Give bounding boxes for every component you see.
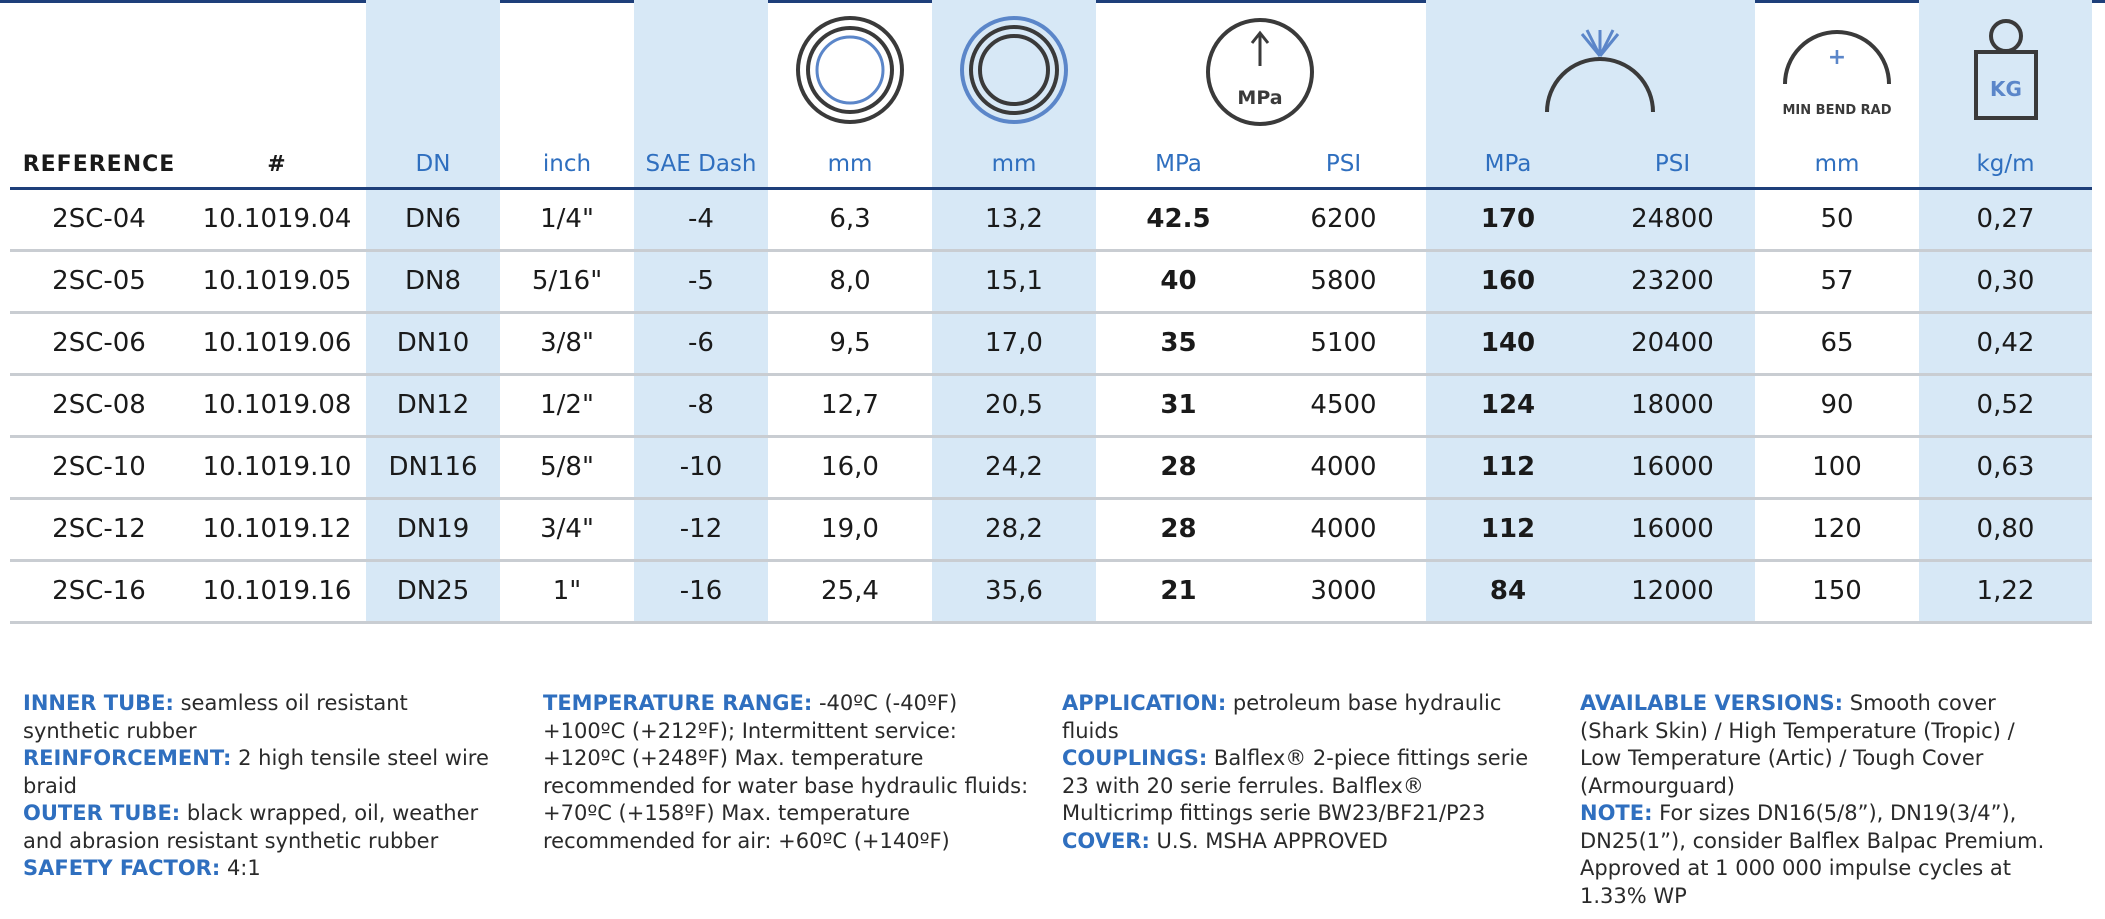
cell-sae-dash: -8 bbox=[634, 376, 768, 435]
cell-weight: 0,42 bbox=[1919, 314, 2092, 373]
cell-outer-diameter: 15,1 bbox=[932, 252, 1096, 311]
cell-wp-psi: 4000 bbox=[1310, 514, 1377, 544]
cell-inch: 1" bbox=[552, 576, 582, 606]
note-sizes: NOTE: For sizes DN16(5/8”), DN19(3/4”), DN25(1”), consider Balflex Balpac Premium. Approved at 1 000 000 impulse cycles at 1.33% WP bbox=[1580, 801, 2045, 908]
cell-inch: 1/4" bbox=[540, 204, 594, 234]
outer-diameter-icon bbox=[932, 8, 1096, 132]
min-bend-rad-text: MIN BEND RAD bbox=[1782, 103, 1892, 118]
header-number-label: # bbox=[267, 152, 287, 177]
cell-dn: DN6 bbox=[366, 190, 500, 249]
cell-wp-psi: 4500 bbox=[1310, 390, 1377, 420]
cell-weight: 0,80 bbox=[1919, 500, 2092, 559]
cell-wp-mpa: 42.5 bbox=[1146, 204, 1211, 234]
cell-inch: 3/4" bbox=[540, 514, 594, 544]
cell-sae-dash: -4 bbox=[634, 190, 768, 249]
cell-outer-diameter: 17,0 bbox=[932, 314, 1096, 373]
cell-reference: 2SC-08 bbox=[52, 390, 146, 420]
cell-inner-diameter: 16,0 bbox=[821, 452, 879, 482]
cell-reference: 2SC-06 bbox=[52, 328, 146, 358]
cell-outer-diameter: 35,6 bbox=[932, 562, 1096, 621]
cell-number: 10.1019.06 bbox=[202, 328, 352, 358]
bend-plus-text: + bbox=[1827, 45, 1847, 70]
cell-sae-dash: -6 bbox=[634, 314, 768, 373]
header-bp-psi-label: PSI bbox=[1654, 151, 1691, 177]
cell-inch: 5/16" bbox=[531, 266, 603, 296]
cell-bp-mpa: 84 bbox=[1426, 562, 1590, 621]
cell-number: 10.1019.16 bbox=[202, 576, 352, 606]
cell-wp-mpa: 35 bbox=[1160, 328, 1197, 358]
cell-wp-mpa: 28 bbox=[1160, 514, 1197, 544]
notes-col-3 bbox=[1062, 690, 1532, 855]
cell-outer-diameter: 24,2 bbox=[932, 438, 1096, 497]
cell-bend-radius: 50 bbox=[1820, 204, 1854, 234]
note-inner-tube: INNER TUBE: seamless oil resistant synthetic rubber bbox=[23, 691, 408, 743]
cell-bp-psi: 24800 bbox=[1590, 190, 1755, 249]
cell-inner-diameter: 25,4 bbox=[821, 576, 879, 606]
cell-bp-mpa: 170 bbox=[1426, 190, 1590, 249]
cell-inch: 5/8" bbox=[540, 452, 594, 482]
header-od-mm-label: mm bbox=[991, 151, 1037, 177]
cell-bp-mpa: 112 bbox=[1426, 500, 1590, 559]
cell-reference: 2SC-04 bbox=[52, 204, 146, 234]
cell-bend-radius: 150 bbox=[1812, 576, 1862, 606]
cell-wp-psi: 6200 bbox=[1310, 204, 1377, 234]
cell-wp-mpa: 28 bbox=[1160, 452, 1197, 482]
table-row bbox=[10, 500, 2092, 562]
cell-inch: 1/2" bbox=[540, 390, 594, 420]
table-row bbox=[10, 252, 2092, 314]
note-temperature-range: TEMPERATURE RANGE: -40ºC (-40ºF) +100ºC (+212ºF); Intermittent service: +120ºC (+248ºF) Max. temperature recommended for water base hydraulic fluids: +70ºC (+158ºF) Max. temperature recommended for air: +60ºC (+140ºF) bbox=[543, 691, 1029, 853]
header-inch bbox=[500, 0, 634, 189]
cell-bend-radius: 57 bbox=[1820, 266, 1854, 296]
note-cover: COVER: U.S. MSHA APPROVED bbox=[1062, 828, 1388, 853]
cell-number: 10.1019.05 bbox=[202, 266, 352, 296]
cell-sae-dash: -10 bbox=[634, 438, 768, 497]
cell-wp-psi: 3000 bbox=[1310, 576, 1377, 606]
cell-dn: DN25 bbox=[366, 562, 500, 621]
kg-text: KG bbox=[1989, 77, 2022, 101]
weight-icon bbox=[1919, 16, 2092, 130]
cell-weight: 0,27 bbox=[1919, 190, 2092, 249]
header-weight bbox=[1919, 0, 2092, 189]
cell-inner-diameter: 19,0 bbox=[821, 514, 879, 544]
cell-bp-mpa: 112 bbox=[1426, 438, 1590, 497]
header-bend-mm-label: mm bbox=[1814, 151, 1860, 177]
header-wp-mpa-label: MPa bbox=[1155, 151, 1202, 177]
header-inch-label: inch bbox=[542, 151, 592, 177]
header-sae-dash-label: SAE Dash bbox=[645, 151, 757, 177]
cell-wp-mpa: 40 bbox=[1160, 266, 1197, 296]
notes-col-4 bbox=[1580, 690, 2060, 910]
cell-outer-diameter: 20,5 bbox=[932, 376, 1096, 435]
cell-reference: 2SC-16 bbox=[52, 576, 146, 606]
header-dn-label: DN bbox=[415, 151, 451, 177]
cell-inner-diameter: 6,3 bbox=[829, 204, 871, 234]
cell-number: 10.1019.04 bbox=[202, 204, 352, 234]
cell-inner-diameter: 12,7 bbox=[821, 390, 879, 420]
cell-sae-dash: -16 bbox=[634, 562, 768, 621]
cell-inch: 3/8" bbox=[540, 328, 594, 358]
cell-wp-mpa: 31 bbox=[1160, 390, 1197, 420]
cell-weight: 1,22 bbox=[1919, 562, 2092, 621]
cell-weight: 0,63 bbox=[1919, 438, 2092, 497]
cell-dn: DN10 bbox=[366, 314, 500, 373]
cell-weight: 0,52 bbox=[1919, 376, 2092, 435]
cell-bp-psi: 16000 bbox=[1590, 438, 1755, 497]
cell-number: 10.1019.08 bbox=[202, 390, 352, 420]
working-pressure-icon bbox=[1200, 14, 1320, 134]
cell-bend-radius: 65 bbox=[1820, 328, 1854, 358]
header-number bbox=[188, 0, 366, 189]
bend-radius-icon bbox=[1755, 22, 1919, 126]
cell-bp-psi: 18000 bbox=[1590, 376, 1755, 435]
cell-dn: DN12 bbox=[366, 376, 500, 435]
cell-number: 10.1019.12 bbox=[202, 514, 352, 544]
cell-number: 10.1019.10 bbox=[202, 452, 352, 482]
cell-bp-mpa: 124 bbox=[1426, 376, 1590, 435]
note-reinforcement: REINFORCEMENT: 2 high tensile steel wire braid bbox=[23, 746, 489, 798]
header-wp-psi-label: PSI bbox=[1325, 151, 1362, 177]
cell-inner-diameter: 9,5 bbox=[829, 328, 871, 358]
header-reference bbox=[10, 0, 188, 189]
inner-diameter-icon bbox=[768, 8, 932, 132]
cell-dn: DN116 bbox=[366, 438, 500, 497]
notes-col-2 bbox=[543, 690, 1043, 855]
header-bp-mpa-label: MPa bbox=[1484, 151, 1532, 177]
cell-bend-radius: 100 bbox=[1812, 452, 1862, 482]
cell-reference: 2SC-12 bbox=[52, 514, 146, 544]
table-row bbox=[10, 190, 2092, 252]
cell-bp-psi: 20400 bbox=[1590, 314, 1755, 373]
cell-reference: 2SC-05 bbox=[52, 266, 146, 296]
cell-outer-diameter: 13,2 bbox=[932, 190, 1096, 249]
note-safety-factor: SAFETY FACTOR: 4:1 bbox=[23, 856, 261, 880]
cell-wp-psi: 5800 bbox=[1310, 266, 1377, 296]
cell-bp-mpa: 160 bbox=[1426, 252, 1590, 311]
cell-bend-radius: 90 bbox=[1820, 390, 1854, 420]
header-weight-label: kg/m bbox=[1976, 151, 2035, 177]
table-row bbox=[10, 314, 2092, 376]
cell-bp-psi: 23200 bbox=[1590, 252, 1755, 311]
note-application: APPLICATION: petroleum base hydraulic fluids bbox=[1062, 691, 1502, 743]
header-outer-diameter bbox=[932, 0, 1096, 189]
cell-reference: 2SC-10 bbox=[52, 452, 146, 482]
table-row bbox=[10, 562, 2092, 624]
cell-wp-psi: 4000 bbox=[1310, 452, 1377, 482]
notes-col-1 bbox=[23, 690, 493, 883]
header-bend-radius bbox=[1755, 0, 1919, 189]
cell-sae-dash: -12 bbox=[634, 500, 768, 559]
header-reference-label: REFERENCE bbox=[22, 152, 176, 177]
cell-dn: DN19 bbox=[366, 500, 500, 559]
cell-outer-diameter: 28,2 bbox=[932, 500, 1096, 559]
header-id-mm-label: mm bbox=[827, 151, 873, 177]
note-outer-tube: OUTER TUBE: black wrapped, oil, weather and abrasion resistant synthetic rubber bbox=[23, 801, 479, 853]
icon-mpa-text: MPa bbox=[1237, 87, 1283, 109]
cell-bp-psi: 12000 bbox=[1590, 562, 1755, 621]
cell-wp-mpa: 21 bbox=[1160, 576, 1197, 606]
cell-sae-dash: -5 bbox=[634, 252, 768, 311]
cell-dn: DN8 bbox=[366, 252, 500, 311]
header-dn bbox=[366, 0, 500, 189]
cell-bp-psi: 16000 bbox=[1590, 500, 1755, 559]
note-available-versions: AVAILABLE VERSIONS: Smooth cover (Shark Skin) / High Temperature (Tropic) / Low Temperature (Artic) / Tough Cover (Armourguard) bbox=[1580, 691, 2015, 798]
header-sae-dash bbox=[634, 0, 768, 189]
table-row bbox=[10, 376, 2092, 438]
header-inner-diameter bbox=[768, 0, 932, 189]
cell-inner-diameter: 8,0 bbox=[829, 266, 871, 296]
cell-bend-radius: 120 bbox=[1812, 514, 1862, 544]
table-body bbox=[10, 190, 2092, 624]
table-header bbox=[10, 0, 2092, 189]
burst-pressure-icon bbox=[1535, 22, 1665, 122]
table-row bbox=[10, 438, 2092, 500]
note-couplings: COUPLINGS: Balflex® 2-piece fittings serie 23 with 20 serie ferrules. Balflex® Multicrimp fittings serie BW23/BF21/P23 bbox=[1062, 746, 1529, 825]
cell-wp-psi: 5100 bbox=[1310, 328, 1377, 358]
cell-weight: 0,30 bbox=[1919, 252, 2092, 311]
cell-bp-mpa: 140 bbox=[1426, 314, 1590, 373]
